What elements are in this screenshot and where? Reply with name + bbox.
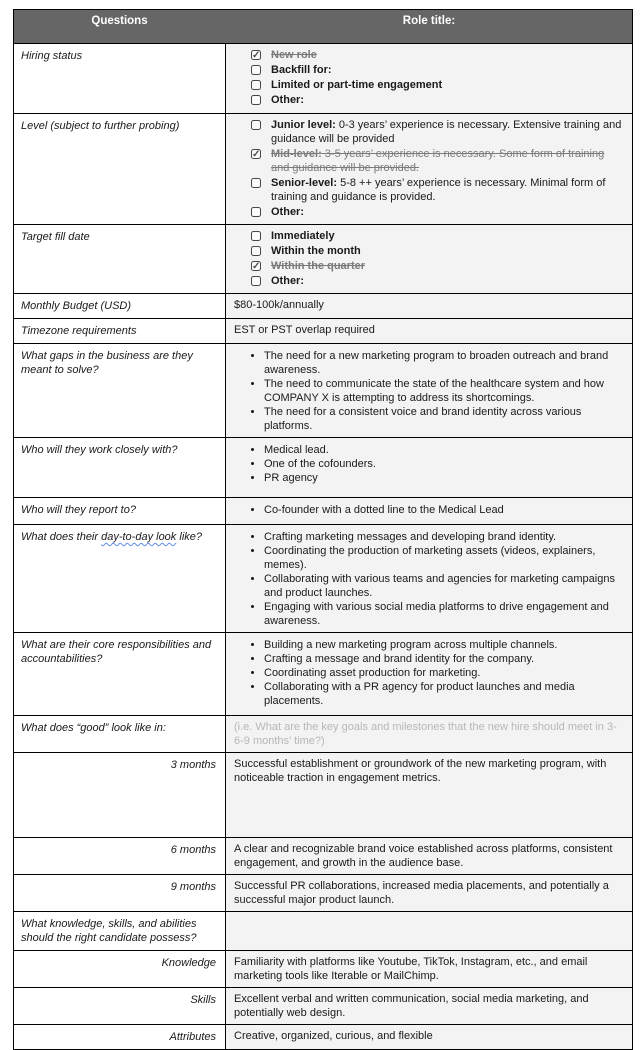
bullet-item: • PR agency <box>264 471 622 485</box>
row-attributes <box>14 1024 632 1049</box>
row-knowledge <box>14 950 632 987</box>
question-label: Who will they work closely with? <box>14 438 226 497</box>
question-label: What are their core responsibilities and accountabilities? <box>14 633 226 715</box>
header-questions-label: Questions <box>14 10 226 43</box>
checkbox-option <box>234 229 622 243</box>
bullet-item: • Coordinating asset production for marketing. <box>264 666 622 680</box>
option-description: 3-5 years’ experience is necessary. Some form of training and guidance will be provided. <box>271 148 605 174</box>
bullet-item: • Co-founder with a dotted line to the Medical Lead <box>264 503 622 517</box>
checkbox-icon[interactable] <box>251 95 261 105</box>
checkbox-icon[interactable] <box>251 65 261 75</box>
answer-cell <box>226 319 632 343</box>
checkbox-option <box>234 205 622 219</box>
answer-text: Familiarity with platforms like Youtube, TikTok, Instagram, etc., and email marketing tools like Iterable or MailChimp. <box>234 956 588 982</box>
question-label: 9 months <box>14 875 226 911</box>
row-good-look-like <box>14 715 632 752</box>
bullet-list <box>234 349 622 433</box>
question-label: 3 months <box>14 753 226 837</box>
answer-cell <box>226 1025 632 1049</box>
option-label: Within the month <box>271 245 361 257</box>
bullet-item: • Collaborating with various teams and agencies for marketing campaigns and product launches. <box>264 572 622 600</box>
question-label: Skills <box>14 988 226 1024</box>
bullet-item: • The need to communicate the state of the healthcare system and how COMPANY X is attempting to address its shortcomings. <box>264 377 622 405</box>
answer-cell <box>226 225 632 293</box>
question-label: Who will they report to? <box>14 498 226 524</box>
option-label: Other: <box>271 94 304 106</box>
checkbox-icon[interactable] <box>251 246 261 256</box>
checkbox-checked-icon[interactable] <box>251 261 261 271</box>
row-3-months <box>14 752 632 837</box>
bullet-list <box>234 443 622 485</box>
row-hiring-status <box>14 43 632 113</box>
checkbox-icon[interactable] <box>251 231 261 241</box>
row-timezone-requirements <box>14 318 632 343</box>
question-label: Hiring status <box>14 44 226 113</box>
row-level <box>14 113 632 224</box>
row-day-to-day <box>14 524 632 632</box>
checkbox-option <box>234 176 622 204</box>
row-skills <box>14 987 632 1024</box>
option-label: Mid-level: <box>271 148 322 160</box>
answer-cell <box>226 716 632 752</box>
row-business-gaps <box>14 343 632 437</box>
checkbox-icon[interactable] <box>251 120 261 130</box>
checkbox-option <box>234 48 622 62</box>
answer-cell <box>226 525 632 632</box>
checkbox-option <box>234 147 622 175</box>
answer-cell <box>226 875 632 911</box>
answer-text: $80-100k/annually <box>234 299 324 311</box>
answer-cell <box>226 498 632 524</box>
answer-text: Successful establishment or groundwork of the new marketing program, with noticeable traction in engagement metrics. <box>234 758 607 784</box>
answer-text: EST or PST overlap required <box>234 324 375 336</box>
question-label: What knowledge, skills, and abilities should the right candidate possess? <box>14 912 226 950</box>
question-label: 6 months <box>14 838 226 874</box>
row-report-to <box>14 497 632 524</box>
row-6-months <box>14 837 632 874</box>
row-9-months <box>14 874 632 911</box>
answer-cell <box>226 344 632 437</box>
header-role-title-label: Role title: <box>226 10 632 43</box>
question-text: like? <box>176 531 202 543</box>
bullet-list <box>234 638 622 708</box>
question-label: What gaps in the business are they meant to solve? <box>14 344 226 437</box>
answer-cell <box>226 753 632 837</box>
bullet-item: • Engaging with various social media platforms to drive engagement and awareness. <box>264 600 622 628</box>
checkbox-icon[interactable] <box>251 276 261 286</box>
bullet-list <box>234 530 622 628</box>
answer-cell <box>226 44 632 113</box>
table-header-row <box>14 10 632 43</box>
question-label: Attributes <box>14 1025 226 1049</box>
underlined-phrase: day-to-day look <box>101 531 177 543</box>
checkbox-icon[interactable] <box>251 80 261 90</box>
answer-text: Successful PR collaborations, increased media placements, and potentially a successful major product launch. <box>234 880 609 906</box>
answer-cell <box>226 114 632 224</box>
answer-cell <box>226 438 632 497</box>
option-description: 5-8 ++ years’ experience is necessary. Minimal form of training and guidance is provided. <box>271 177 606 203</box>
option-label: Senior-level: <box>271 177 338 189</box>
answer-cell <box>226 951 632 987</box>
checkbox-option <box>234 259 622 273</box>
question-label: Target fill date <box>14 225 226 293</box>
row-target-fill-date <box>14 224 632 293</box>
bullet-item: • The need for a new marketing program to broaden outreach and brand awareness. <box>264 349 622 377</box>
answer-cell-empty <box>226 912 632 950</box>
answer-text: A clear and recognizable brand voice established across platforms, consistent engagement, and growth in the audience base. <box>234 843 613 869</box>
answer-cell <box>226 633 632 715</box>
option-label: Limited or part-time engagement <box>271 79 443 91</box>
answer-text: Creative, organized, curious, and flexible <box>234 1030 433 1042</box>
question-label: Monthly Budget (USD) <box>14 294 226 318</box>
option-label: Other: <box>271 206 304 218</box>
checkbox-option <box>234 244 622 258</box>
checkbox-option <box>234 78 622 92</box>
checkbox-icon[interactable] <box>251 178 261 188</box>
placeholder-text: (i.e. What are the key goals and milestones that the new hire should meet in 3-6-9 months’ time?) <box>234 721 617 747</box>
answer-text: Excellent verbal and written communication, social media marketing, and potentially web design. <box>234 993 589 1019</box>
question-label: Knowledge <box>14 951 226 987</box>
hiring-questionnaire-table <box>13 9 633 1050</box>
bullet-item: • Coordinating the production of marketing assets (videos, explainers, memes). <box>264 544 622 572</box>
row-monthly-budget <box>14 293 632 318</box>
answer-cell <box>226 838 632 874</box>
option-label: Within the quarter <box>271 260 366 272</box>
checkbox-option <box>234 93 622 107</box>
row-core-responsibilities <box>14 632 632 715</box>
answer-cell <box>226 988 632 1024</box>
question-label: What does “good” look like in: <box>14 716 226 752</box>
bullet-item: • Crafting marketing messages and developing brand identity. <box>264 530 622 544</box>
row-ksa-question <box>14 911 632 950</box>
checkbox-option <box>234 118 622 146</box>
option-label: New role <box>271 49 317 61</box>
question-label: Level (subject to further probing) <box>14 114 226 224</box>
checkbox-option <box>234 63 622 77</box>
answer-cell <box>226 294 632 318</box>
option-label: Immediately <box>271 230 335 242</box>
question-label <box>14 525 226 632</box>
row-work-closely-with <box>14 437 632 497</box>
bullet-list <box>234 503 622 517</box>
bullet-item: • The need for a consistent voice and brand identity across various platforms. <box>264 405 622 433</box>
bullet-item: • Crafting a message and brand identity for the company. <box>264 652 622 666</box>
question-label: Timezone requirements <box>14 319 226 343</box>
option-label: Junior level: <box>271 119 336 131</box>
bullet-item: • Medical lead. <box>264 443 622 457</box>
question-text: What does their <box>21 531 102 543</box>
option-label: Backfill for: <box>271 64 332 76</box>
checkbox-checked-icon[interactable] <box>251 149 261 159</box>
checkbox-checked-icon[interactable] <box>251 50 261 60</box>
option-label: Other: <box>271 275 304 287</box>
bullet-item: • Building a new marketing program across multiple channels. <box>264 638 622 652</box>
option-description: 0-3 years’ experience is necessary. Extensive training and guidance will be provided <box>271 119 622 145</box>
checkbox-icon[interactable] <box>251 207 261 217</box>
bullet-item: • Collaborating with a PR agency for product launches and media placements. <box>264 680 622 708</box>
checkbox-option <box>234 274 622 288</box>
bullet-item: • One of the cofounders. <box>264 457 622 471</box>
